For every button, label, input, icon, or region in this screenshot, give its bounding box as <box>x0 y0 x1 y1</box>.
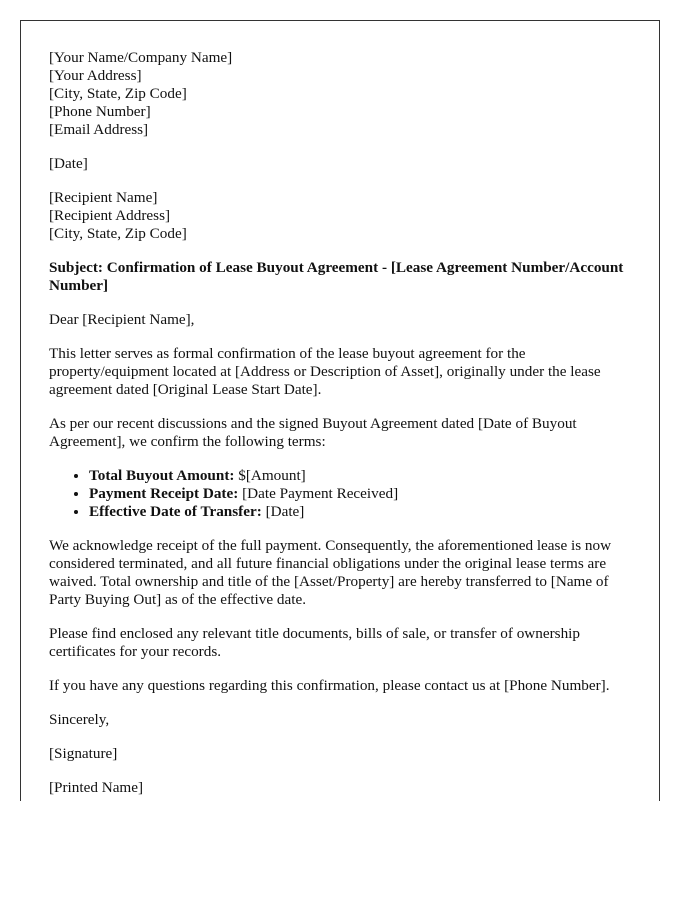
letter-content <box>49 49 639 801</box>
subject-line: Subject: Confirmation of Lease Buyout Agreement - [Lease Agreement Number/Account Number] <box>49 259 624 294</box>
valediction: Sincerely, <box>49 711 110 728</box>
terms-intro-paragraph: As per our recent discussions and the signed Buyout Agreement dated [Date of Buyout Agreement], we confirm the following terms: <box>49 415 577 450</box>
signature: [Signature] <box>49 745 118 762</box>
term-item-buyout-amount <box>89 467 639 485</box>
salutation: Dear [Recipient Name], <box>49 311 195 328</box>
enclosures-paragraph: Please find enclosed any relevant title documents, bills of sale, or transfer of ownership certificates for your records. <box>49 625 580 660</box>
term-label: Payment Receipt Date: <box>89 485 239 502</box>
letter-page <box>20 20 660 801</box>
date-block <box>49 155 639 173</box>
term-item-payment-receipt-date <box>89 485 639 503</box>
term-label: Effective Date of Transfer: <box>89 503 262 520</box>
recipient-block <box>49 189 639 243</box>
term-value: $[Amount] <box>234 467 306 484</box>
terms-list <box>49 467 639 521</box>
term-value: [Date] <box>261 503 305 520</box>
term-label: Total Buyout Amount: <box>89 467 235 484</box>
recipient-city-state-zip: [City, State, Zip Code] <box>49 225 187 242</box>
sender-name: [Your Name/Company Name] <box>49 49 233 66</box>
letter-date: [Date] <box>49 155 88 172</box>
sender-phone: [Phone Number] <box>49 103 151 120</box>
recipient-address: [Recipient Address] <box>49 207 171 224</box>
sender-address: [Your Address] <box>49 67 142 84</box>
intro-paragraph: This letter serves as formal confirmation of the lease buyout agreement for the property/equipment located at [Address or Description of Asset], originally under the lease agreement dated [Original Lease Start Date]. <box>49 345 601 398</box>
sender-city-state-zip: [City, State, Zip Code] <box>49 85 187 102</box>
sender-block <box>49 49 639 139</box>
acknowledgement-paragraph: We acknowledge receipt of the full payment. Consequently, the aforementioned lease is now considered terminated, and all future financial obligations under the original lease terms are waived. Total ownership and title of the [Asset/Property] are hereby transferred to [Name of Party Buying Out] as of the effective date. <box>49 537 612 608</box>
contact-paragraph: If you have any questions regarding this confirmation, please contact us at [Phone Number]. <box>49 677 610 694</box>
recipient-name: [Recipient Name] <box>49 189 158 206</box>
term-value: [Date Payment Received] <box>238 485 399 502</box>
sender-email: [Email Address] <box>49 121 149 138</box>
term-item-effective-date <box>89 503 639 521</box>
printed-name: [Printed Name] <box>49 779 144 796</box>
